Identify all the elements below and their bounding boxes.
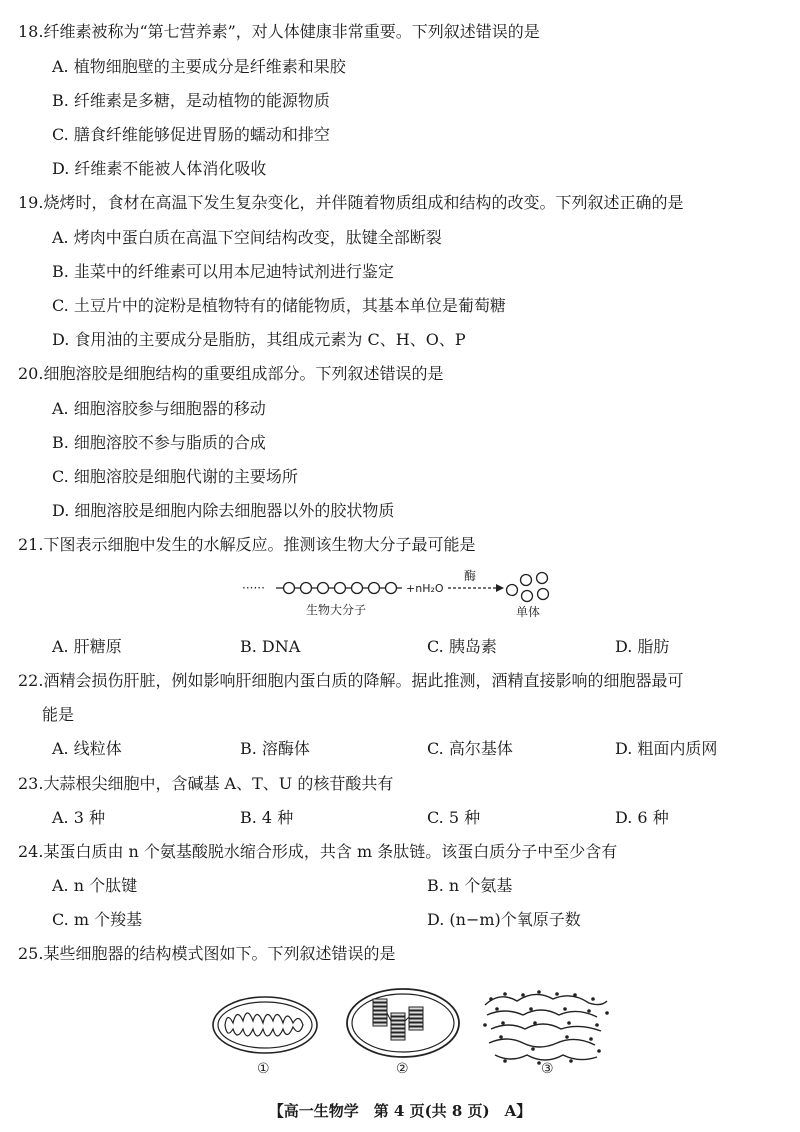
hydrolysis-diagram [240,568,570,624]
organelle-diagrams [205,985,625,1080]
q19-option-b: B. 韭菜中的纤维素可以用本尼迪特试剂进行鉴定 [52,262,394,281]
monomer-label: 单体 [516,605,541,619]
q19-stem: 19.烧烤时，食材在高温下发生复杂变化，并伴随着物质组成和结构的改变。下列叙述正确的是 [18,193,684,212]
monomer-circles [507,573,549,602]
q24-option-c: C. m 个羧基 [52,910,143,929]
q18-stem: 18.纤维素被称为“第七营养素”，对人体健康非常重要。下列叙述错误的是 [18,22,540,41]
q23-option-c: C. 5 种 [427,808,481,827]
page-footer: 【高一生物学 第 4 页(共 8 页) A】 [268,1102,532,1120]
q24-option-d: D. (n−m)个氧原子数 [427,910,581,929]
q21-stem: 21.下图表示细胞中发生的水解反应。推测该生物大分子最可能是 [18,535,476,554]
q23-option-a: A. 3 种 [52,808,105,827]
q19-option-d: D. 食用油的主要成分是脂肪，其组成元素为 C、H、O、P [52,330,466,349]
q24-option-a: A. n 个肽键 [52,876,138,895]
q25-stem: 25.某些细胞器的结构模式图如下。下列叙述错误的是 [18,944,396,963]
q20-option-d: D. 细胞溶胶是细胞内除去细胞器以外的胶状物质 [52,501,395,520]
mitochondrion-drawing [213,997,317,1053]
q22-option-a: A. 线粒体 [52,739,122,758]
q20-option-b: B. 细胞溶胶不参与脂质的合成 [52,433,266,452]
q24-stem: 24.某蛋白质由 n 个氨基酸脱水缩合形成，共含 m 条肽链。该蛋白质分子中至少含有 [18,842,618,861]
water-reagent: +nH₂O [406,582,444,595]
q23-option-b: B. 4 种 [240,808,294,827]
q18-option-c: C. 膳食纤维能够促进胃肠的蠕动和排空 [52,125,330,144]
enzyme-label: 酶 [464,569,477,583]
q18-option-b: B. 纤维素是多糖，是动植物的能源物质 [52,91,330,110]
q20-option-c: C. 细胞溶胶是细胞代谢的主要场所 [52,467,298,486]
q22-stem-line2: 能是 [42,705,75,724]
q21-option-d: D. 脂肪 [615,637,670,656]
q22-option-c: C. 高尔基体 [427,739,513,758]
q18-option-d: D. 纤维素不能被人体消化吸收 [52,159,267,178]
q19-option-c: C. 土豆片中的淀粉是植物特有的储能物质，其基本单位是葡萄糖 [52,296,506,315]
label-3: ③ [541,1061,554,1077]
q23-option-d: D. 6 种 [615,808,669,827]
q19-option-a: A. 烤肉中蛋白质在高温下空间结构改变，肽键全部断裂 [52,228,442,247]
q22-option-b: B. 溶酶体 [240,739,310,758]
q24-option-b: B. n 个氨基 [427,876,513,895]
q22-stem-line1: 22.酒精会损伤肝脏，例如影响肝细胞内蛋白质的降解。据此推测，酒精直接影响的细胞器最可 [18,671,684,690]
q20-option-a: A. 细胞溶胶参与细胞器的移动 [52,399,266,418]
endoplasmic-reticulum-drawing [483,990,609,1065]
macromolecule-chain [284,583,397,594]
q23-stem: 23.大蒜根尖细胞中，含碱基 A、T、U 的核苷酸共有 [18,774,394,793]
q22-option-d: D. 粗面内质网 [615,739,718,758]
q18-option-a: A. 植物细胞壁的主要成分是纤维素和果胶 [52,57,346,76]
q20-stem: 20.细胞溶胶是细胞结构的重要组成部分。下列叙述错误的是 [18,364,444,383]
q21-option-c: C. 胰岛素 [427,637,497,656]
q21-option-b: B. DNA [240,637,301,656]
macromolecule-label: 生物大分子 [306,603,367,617]
label-1: ① [257,1061,270,1077]
q21-option-a: A. 肝糖原 [52,637,122,656]
label-2: ② [396,1061,409,1077]
chloroplast-drawing [347,989,459,1057]
diagram-dots: ······ [242,581,265,595]
